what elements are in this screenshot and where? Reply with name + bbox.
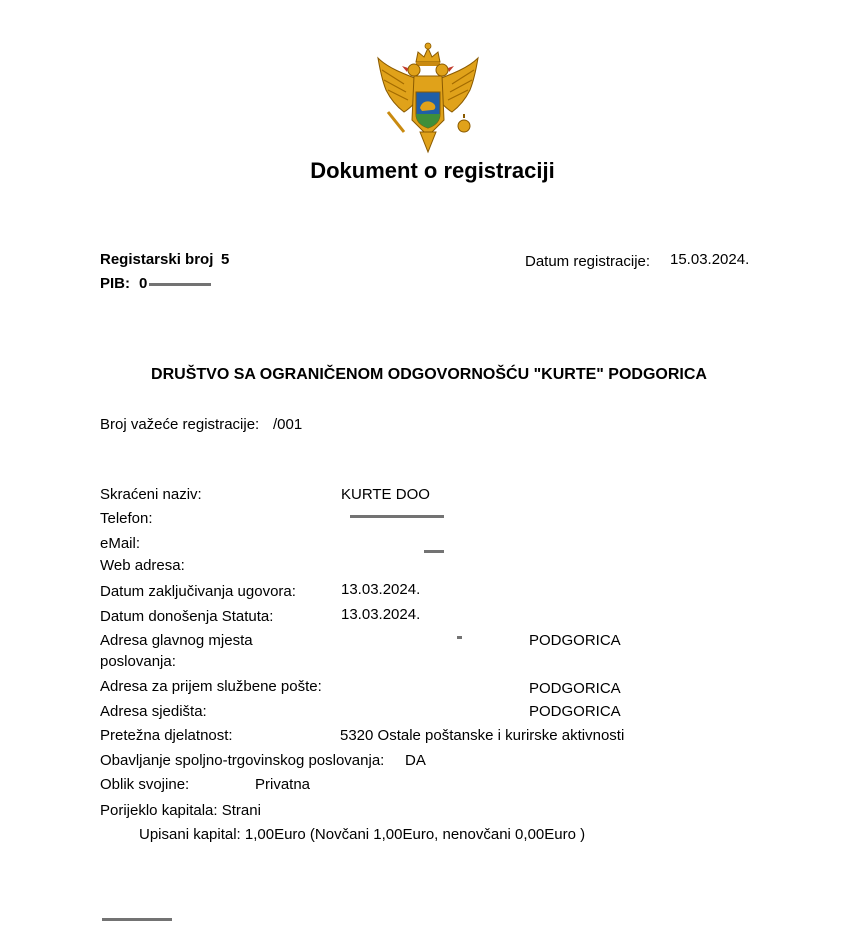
oblik-svojine-value: Privatna — [255, 776, 311, 793]
pib-value: 0 — [139, 275, 211, 292]
adresa-glavnog-city: PODGORICA — [529, 632, 621, 649]
company-full-name: DRUŠTVO SA OGRANIČENOM ODGOVORNOŠĆU "KURTE" PODGORICA — [151, 366, 707, 383]
registarski-broj-label: Registarski broj — [100, 251, 214, 268]
adresa-glavnog-label-line1: Adresa glavnog mjesta — [100, 632, 253, 649]
pib-label: PIB: — [100, 275, 130, 292]
datum-ugovora-label: Datum zaključivanja ugovora: — [100, 583, 296, 600]
telefon-label: Telefon: — [100, 510, 153, 527]
cutoff-text-fragment — [102, 911, 172, 929]
datum-statuta-label: Datum donošenja Statuta: — [100, 608, 274, 625]
email-label: eMail: — [100, 535, 141, 552]
web-adresa-label: Web adresa: — [100, 557, 185, 574]
spoljno-trgovinsko-label: Obavljanje spoljno-trgovinskog poslovanja: — [100, 752, 385, 769]
adresa-prijem-label: Adresa za prijem službene pošte: — [100, 678, 322, 695]
djelatnost-label: Pretežna djelatnost: — [100, 727, 233, 744]
porijeklo-kapitala-label: Porijeklo kapitala: — [100, 802, 218, 819]
broj-registracije-value: /001 — [273, 416, 303, 433]
adresa-glavnog-label-line2: poslovanja: — [100, 653, 176, 670]
adresa-sjedista-label: Adresa sjedišta: — [100, 703, 207, 720]
upisani-kapital: Upisani kapital: 1,00Euro (Novčani 1,00Euro, nenovčani 0,00Euro ) — [139, 826, 586, 843]
adresa-sjedista-city: PODGORICA — [529, 703, 621, 720]
datum-registracije-value: 15.03.2024. — [670, 251, 750, 268]
spoljno-trgovinsko-value: DA — [405, 752, 426, 769]
skraceni-naziv-label: Skraćeni naziv: — [100, 486, 202, 503]
datum-ugovora-value: 13.03.2024. — [341, 581, 421, 598]
skraceni-naziv-value: KURTE DOO — [341, 486, 430, 503]
registarski-broj-value: 5 — [221, 251, 230, 268]
email-redacted — [424, 543, 444, 561]
telefon-redacted — [350, 508, 444, 526]
adresa-prijem-city: PODGORICA — [529, 680, 621, 697]
porijeklo-kapitala — [100, 802, 261, 819]
adresa-glavnog-redacted — [457, 629, 462, 647]
broj-registracije-label: Broj važeće registracije: — [100, 416, 260, 433]
oblik-svojine-label: Oblik svojine: — [100, 776, 190, 793]
coat-of-arms-emblem — [374, 40, 482, 162]
document-title: Dokument o registraciji — [310, 158, 555, 183]
porijeklo-kapitala-value: Strani — [221, 802, 261, 819]
djelatnost-value: 5320 Ostale poštanske i kurirske aktivnosti — [340, 727, 625, 744]
datum-statuta-value: 13.03.2024. — [341, 606, 421, 623]
datum-registracije-label: Datum registracije: — [525, 253, 651, 270]
